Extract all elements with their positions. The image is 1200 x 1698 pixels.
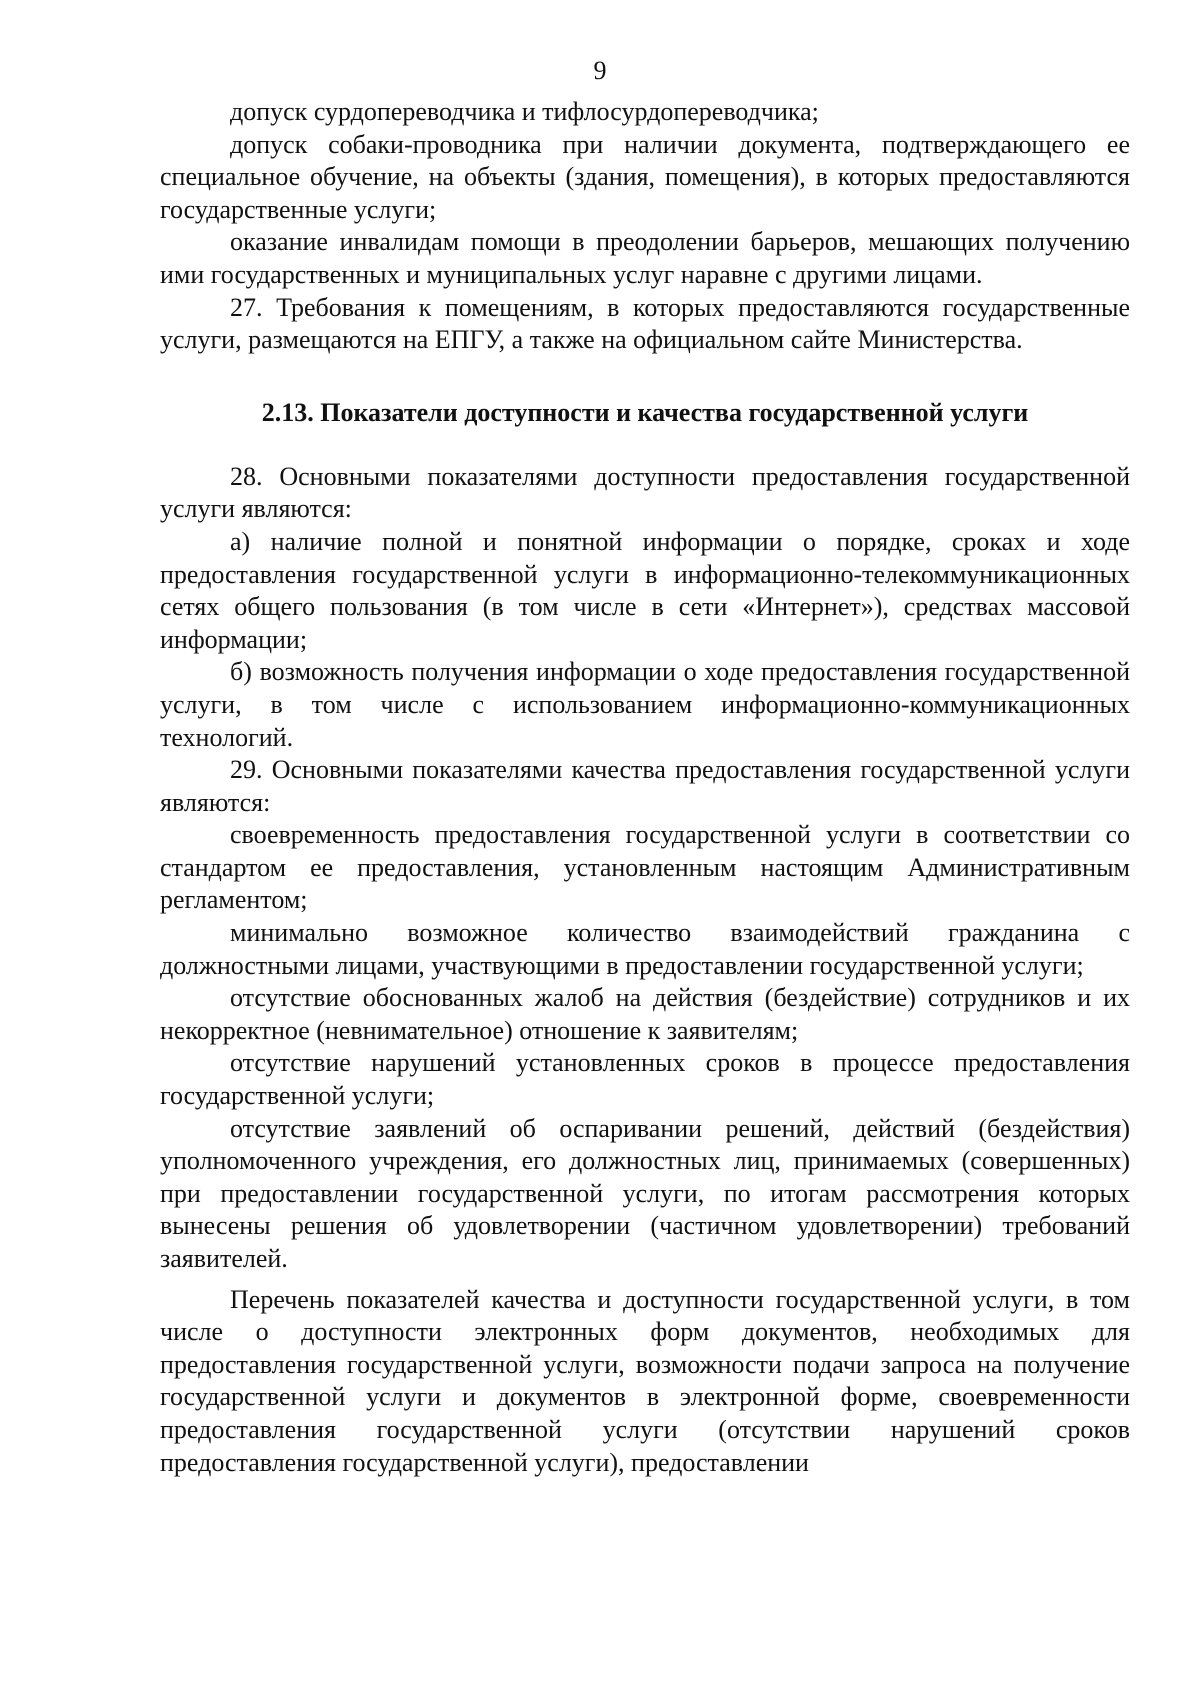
paragraph: оказание инвалидам помощи в преодолении барьеров, мешающих получению ими государственных и муниципальных услуг наравне с другими лицами. [160, 227, 1130, 289]
document-body [160, 96, 1130, 1479]
section-heading: 2.13. Показатели доступности и качества государственной услуги [261, 397, 1029, 427]
page-number: 9 [593, 56, 607, 85]
paragraph: отсутствие обоснованных жалоб на действия (бездействие) сотрудников и их некорректное (невнимательное) отношение к заявителям; [160, 983, 1130, 1045]
paragraph: отсутствие заявлений об оспаривании решений, действий (бездействия) уполномоченного учреждения, его должностных лиц, принимаемых (совершенных) при предоставлении государственной услуги, по итогам рассмотрения которых вынесены решения об удовлетворении (частичном удовлетворении) требований заявителей. [160, 1113, 1130, 1273]
paragraph: минимально возможное количество взаимодействий гражданина с должностными лицами, участвующими в предоставлении государственной услуги; [160, 918, 1130, 980]
paragraph: 27. Требования к помещениям, в которых предоставляются государственные услуги, размещаются на ЕПГУ, а также на официальном сайте Министерства. [160, 292, 1130, 355]
paragraph: 29. Основными показателями качества предоставления государственной услуги являются: [160, 755, 1130, 817]
paragraph: своевременность предоставления государственной услуги в соответствии со стандартом ее предоставления, установленным настоящим Административным регламентом; [160, 820, 1130, 915]
paragraph: б) возможность получения информации о ходе предоставления государственной услуги, в том числе с использованием информационно-коммуникационных технологий. [160, 657, 1130, 752]
paragraph: Перечень показателей качества и доступности государственной услуги, в том числе о доступности электронных форм документов, необходимых для предоставления государственной услуги, возможности подачи запроса на получение государственной услуги и документов в электронной форме, своевременности предоставления государственной услуги (отсутствии нарушений сроков предоставления государственной услуги), предоставлении [160, 1284, 1130, 1477]
paragraph: 28. Основными показателями доступности предоставления государственной услуги являются: [160, 461, 1130, 524]
paragraph: а) наличие полной и понятной информации о порядке, сроках и ходе предоставления государственной услуги в информационно-телекоммуникационных сетях общего пользования (в том числе в сети «Интернет»), средствах массовой информации; [160, 526, 1130, 654]
paragraph: отсутствие нарушений установленных сроков в процессе предоставления государственной услуги; [160, 1048, 1130, 1111]
paragraph: допуск собаки-проводника при наличии документа, подтверждающего ее специальное обучение, на объекты (здания, помещения), в которых предоставляются государственные услуги; [160, 129, 1130, 224]
paragraph: допуск сурдопереводчика и тифлосурдопереводчика; [230, 97, 819, 126]
